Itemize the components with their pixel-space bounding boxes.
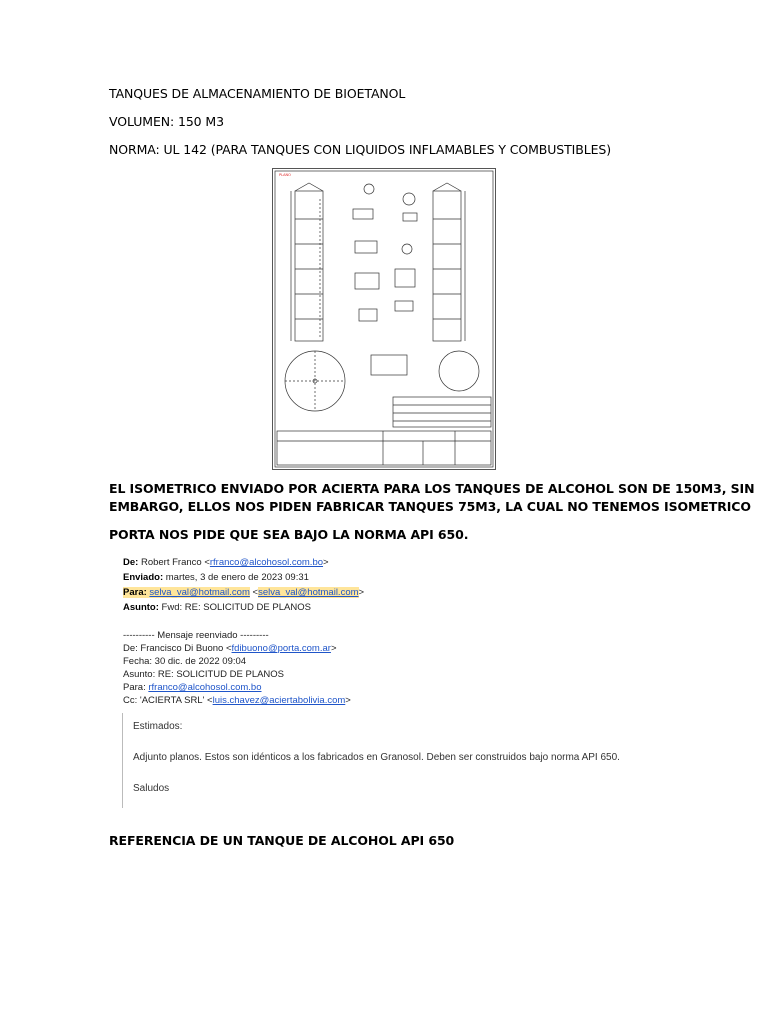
forward-cc-link[interactable]: luis.chavez@aciertabolivia.com xyxy=(212,695,346,706)
paragraph-line-3: PORTA NOS PIDE QUE SEA BAJO LA NORMA API 650. xyxy=(109,527,469,542)
paragraph-line-1: EL ISOMETRICO ENVIADO POR ACIERTA PARA LOS TANQUES DE ALCOHOL SON DE 150M3, SIN xyxy=(109,481,755,496)
email-from-link[interactable]: rfranco@alcohosol.com.bo xyxy=(209,557,324,568)
email-to-link-1[interactable]: selva_val@hotmail.com xyxy=(149,587,250,598)
email-to: Para: selva_val@hotmail.com <selva_val@hotmail.com> xyxy=(123,587,365,598)
forward-header: ---------- Mensaje reenviado --------- xyxy=(123,630,269,641)
svg-text:PLANO: PLANO xyxy=(279,173,291,177)
forward-to: Para: rfranco@alcohosol.com.bo xyxy=(123,682,262,693)
reference-heading: REFERENCIA DE UN TANQUE DE ALCOHOL API 650 xyxy=(109,833,455,848)
tank-drawing-image xyxy=(272,168,496,470)
email-sent: Enviado: martes, 3 de enero de 2023 09:31 xyxy=(123,572,309,583)
email-subject: Asunto: Fwd: RE: SOLICITUD DE PLANOS xyxy=(123,602,311,613)
paragraph-line-2: EMBARGO, ELLOS NOS PIDEN FABRICAR TANQUES 75M3, LA CUAL NO TENEMOS ISOMETRICO xyxy=(109,499,751,514)
forward-from-link[interactable]: fdibuono@porta.com.ar xyxy=(231,643,331,654)
quote-closing: Saludos xyxy=(133,783,170,794)
forward-to-link[interactable]: rfranco@alcohosol.com.bo xyxy=(148,682,262,693)
forward-cc: Cc: 'ACIERTA SRL' <luis.chavez@aciertabolivia.com> xyxy=(123,695,351,706)
doc-title: TANQUES DE ALMACENAMIENTO DE BIOETANOL xyxy=(109,86,406,101)
quote-greeting: Estimados: xyxy=(133,721,183,732)
forward-from: De: Francisco Di Buono <fdibuono@porta.com.ar> xyxy=(123,643,337,654)
quote-body: Adjunto planos. Estos son idénticos a los fabricados en Granosol. Deben ser construidos bajo norma API 650. xyxy=(133,752,620,763)
forward-date: Fecha: 30 dic. de 2022 09:04 xyxy=(123,656,247,667)
email-from: De: Robert Franco <rfranco@alcohosol.com.bo> xyxy=(123,557,329,568)
forward-subject: Asunto: RE: SOLICITUD DE PLANOS xyxy=(123,669,285,680)
doc-norm: NORMA: UL 142 (PARA TANQUES CON LIQUIDOS INFLAMABLES Y COMBUSTIBLES) xyxy=(109,142,612,157)
doc-volume: VOLUMEN: 150 M3 xyxy=(109,114,224,129)
email-to-link-2[interactable]: selva_val@hotmail.com xyxy=(258,587,359,598)
